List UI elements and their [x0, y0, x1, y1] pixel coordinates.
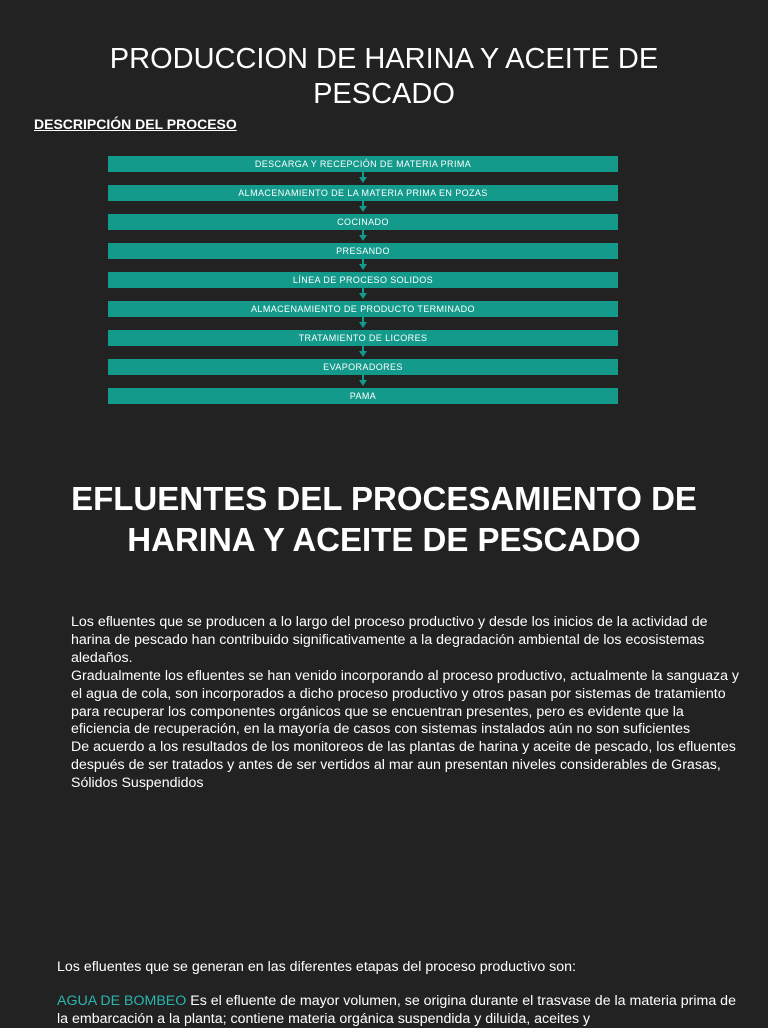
agua-de-bombeo-text: Es el efluente de mayor volumen, se origina durante el trasvase de la materia prima de la embarcación a la planta; contiene materia orgánica suspendida y diluida, aceites y	[57, 993, 736, 1027]
effluents-description	[71, 614, 743, 793]
down-arrow-icon	[359, 199, 367, 212]
process-flowchart	[108, 156, 618, 404]
paragraph-incorporation: Gradualmente los efluentes se han venido incorporando al proceso productivo, actualmente la sanguaza y el agua de cola, son incorporados a dicho proceso productivo y otros pasan por sistemas de tratamiento para recuperar los componentes orgánicos que se encuentran presentes, pero es evidente que la eficiencia de recuperación, en la mayoría de casos con sistemas instalados aún no son suficientes	[71, 667, 740, 738]
down-arrow-icon	[359, 286, 367, 299]
down-arrow-icon	[359, 344, 367, 357]
process-step: PAMA	[108, 388, 618, 404]
agua-de-bombeo-paragraph	[57, 992, 747, 1028]
process-step: TRATAMIENTO DE LICORES	[108, 330, 618, 346]
process-step: EVAPORADORES	[108, 359, 618, 375]
down-arrow-icon	[359, 170, 367, 183]
effluents-heading: EFLUENTES DEL PROCESAMIENTO DE HARINA Y ACEITE DE PESCADO	[71, 480, 697, 558]
agua-de-bombeo-term: AGUA DE BOMBEO	[57, 993, 187, 1009]
process-step: ALMACENAMIENTO DE PRODUCTO TERMINADO	[108, 301, 618, 317]
effluents-intro: Los efluentes que se generan en las diferentes etapas del proceso productivo son:	[57, 959, 576, 975]
process-step: DESCARGA Y RECEPCIÓN DE MATERIA PRIMA	[108, 156, 618, 172]
process-step: LÍNEA DE PROCESO SOLIDOS	[108, 272, 618, 288]
down-arrow-icon	[359, 373, 367, 386]
paragraph-monitoring: De acuerdo a los resultados de los monitoreos de las plantas de harina y aceite de pescado, los efluentes después de ser tratados y antes de ser vertidos al mar aun presentan niveles considerables de Grasas, Sólidos Suspendidos	[71, 739, 736, 792]
down-arrow-icon	[359, 228, 367, 241]
down-arrow-icon	[359, 315, 367, 328]
paragraph-degradation: Los efluentes que se producen a lo largo del proceso productivo y desde los inicios de la actividad de harina de pescado han contribuido significativamente a la degradación ambiental de los ecosistemas aledaños.	[71, 614, 708, 666]
section-label: DESCRIPCIÓN DEL PROCESO	[34, 116, 237, 132]
process-step: ALMACENAMIENTO DE LA MATERIA PRIMA EN POZAS	[108, 185, 618, 201]
process-step: PRESANDO	[108, 243, 618, 259]
process-step: COCINADO	[108, 214, 618, 230]
page-title: PRODUCCION DE HARINA Y ACEITE DE PESCADO	[109, 43, 659, 110]
down-arrow-icon	[359, 257, 367, 270]
